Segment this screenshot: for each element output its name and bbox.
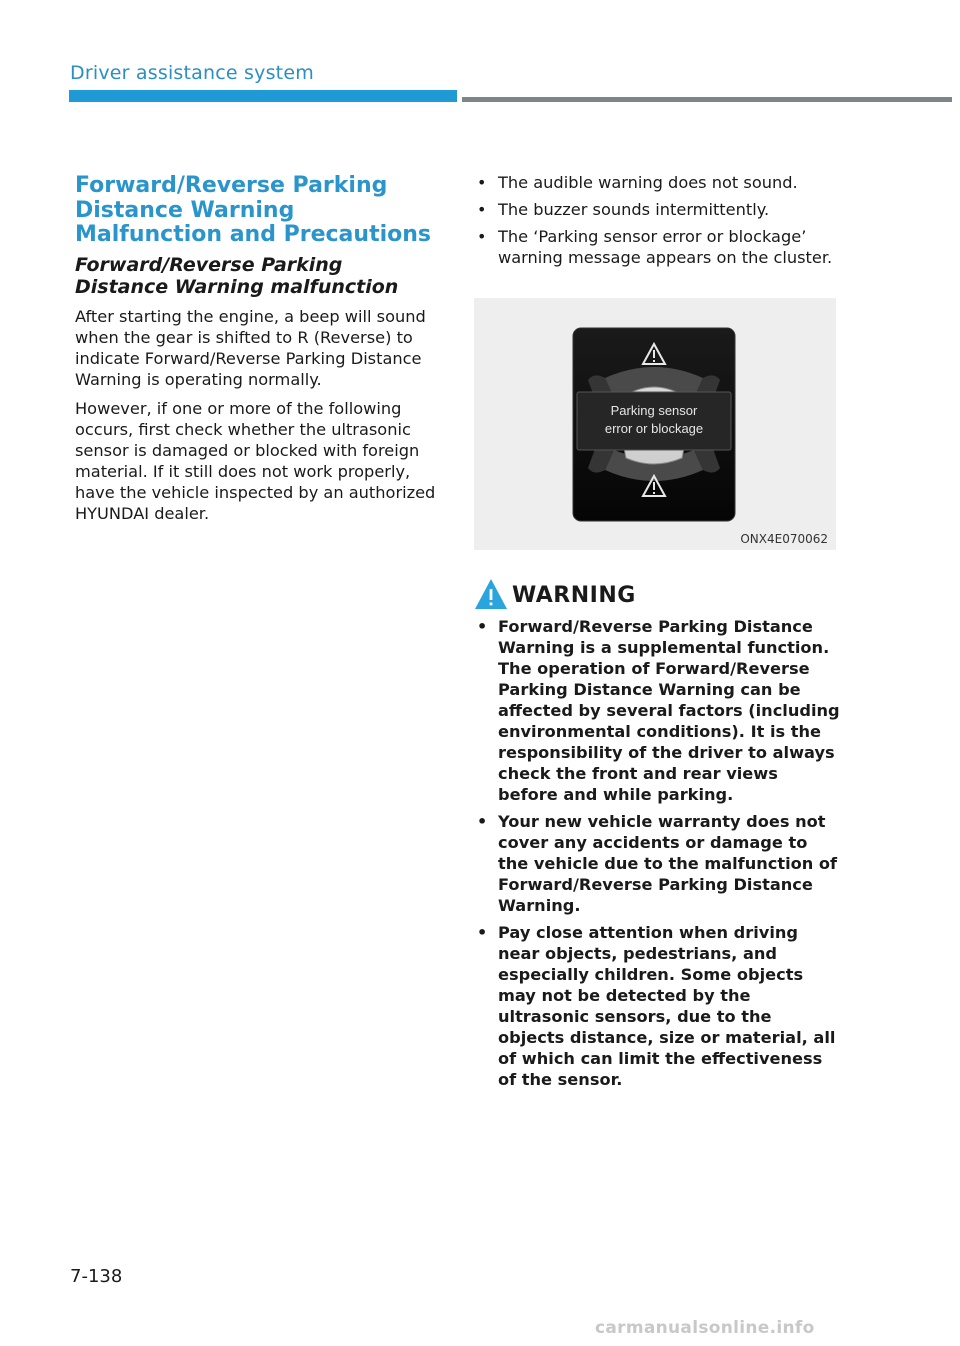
bullet-icon: • xyxy=(477,812,488,831)
warning-list xyxy=(474,616,840,1096)
cluster-message-line1: Parking sensor xyxy=(610,403,698,418)
symptom-list xyxy=(474,172,840,268)
list-item: • The audible warning does not sound. xyxy=(477,173,798,192)
cluster-display-illustration xyxy=(474,298,836,550)
cluster-figure xyxy=(474,298,836,550)
list-item: • The buzzer sounds intermittently. xyxy=(477,200,770,219)
warning-title: WARNING xyxy=(512,583,636,608)
paragraph: After starting the engine, a beep will sound when the gear is shifted to R (Reverse) to indicate Forward/Reverse Parking Distance Warning is operating normally. xyxy=(75,306,426,389)
bullet-icon: • xyxy=(477,923,488,942)
list-item: • The ‘Parking sensor error or blockage’ warning message appears on the cluster. xyxy=(477,227,833,267)
header-bar-accent xyxy=(69,90,457,102)
warning-icon xyxy=(474,577,508,611)
figure-code: ONX4E070062 xyxy=(740,532,828,546)
header-bar-rule xyxy=(462,97,952,102)
right-column xyxy=(474,172,840,274)
page-number: 7-138 xyxy=(70,1266,123,1287)
left-column xyxy=(75,174,440,524)
list-item: • Your new vehicle warranty does not cover any accidents or damage to the vehicle due to the malfunction of Forward/Reverse Parking Distance Warning. xyxy=(477,812,838,915)
bullet-icon: • xyxy=(477,173,487,192)
watermark: carmanualsonline.info xyxy=(595,1318,815,1338)
bullet-icon: • xyxy=(477,617,488,636)
bullet-icon: • xyxy=(477,227,487,246)
list-item: • Forward/Reverse Parking Distance Warning is a supplemental function. The operation of Forward/Reverse Parking Distance Warning can be affected by several factors (including environmental conditions). It is the responsibility of the driver to always check the front and rear views before and while parking. xyxy=(477,617,840,804)
list-item: • Pay close attention when driving near objects, pedestrians, and especially children. Some objects may not be detected by the ultrasonic sensors, due to the objects distance, size or material, all of which can limit the effectiveness of the sensor. xyxy=(477,923,836,1089)
section-title: Driver assistance system xyxy=(70,62,314,84)
cluster-message-line2: error or blockage xyxy=(604,421,704,436)
sub-heading: Forward/Reverse Parking Distance Warning malfunction xyxy=(75,253,399,298)
bullet-icon: • xyxy=(477,200,487,219)
paragraph: However, if one or more of the following occurs, first check whether the ultrasonic sensor is damaged or blocked with foreign material. If it still does not work properly, have the vehicle inspected by an authorized HYUNDAI dealer. xyxy=(75,398,436,523)
section-heading: Forward/Reverse Parking Distance Warning Malfunction and Precautions xyxy=(75,173,431,247)
